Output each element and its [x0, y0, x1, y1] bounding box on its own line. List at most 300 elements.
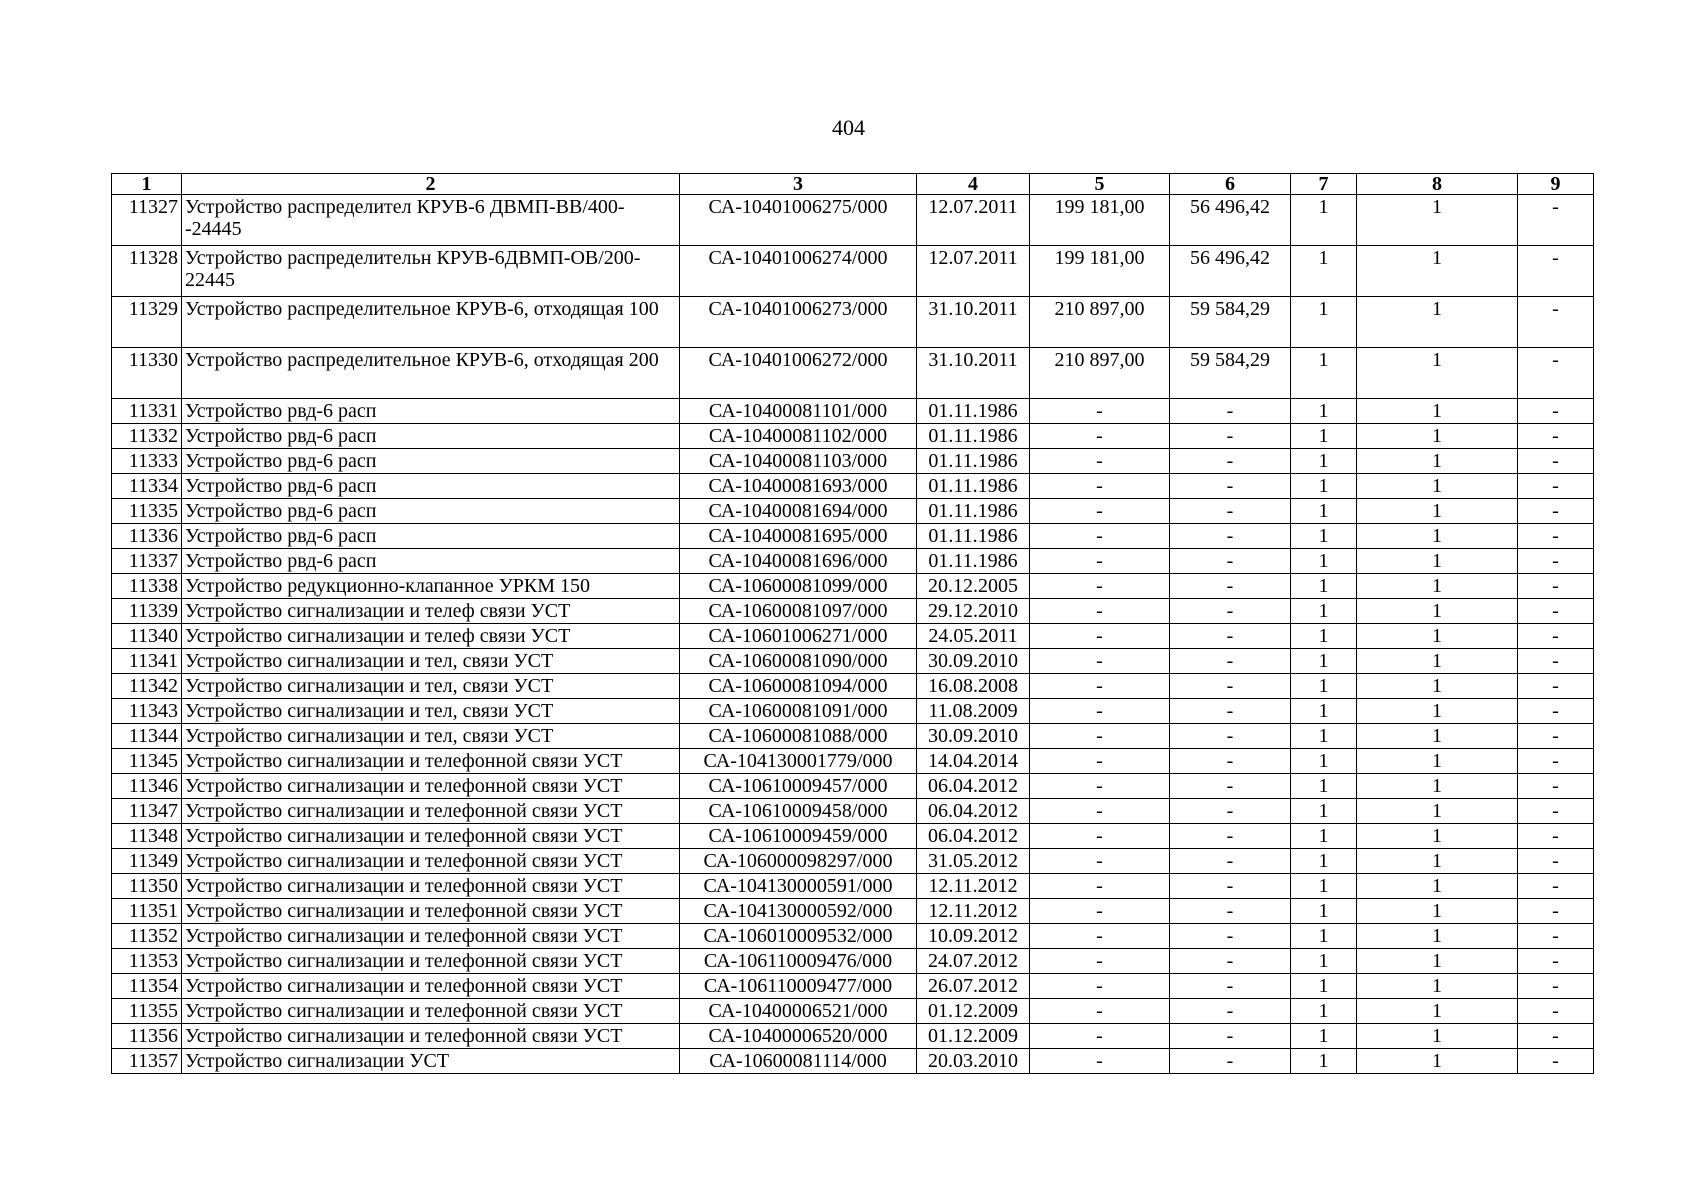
cell-col7: 1: [1291, 899, 1357, 924]
cell-col7: 1: [1291, 499, 1357, 524]
cell-number: 11331: [112, 399, 182, 424]
cell-name: Устройство сигнализации и тел, связи УСТ: [182, 699, 680, 724]
cell-col8: 1: [1357, 999, 1518, 1024]
table-row: [112, 424, 1594, 449]
cell-number: 11357: [112, 1049, 182, 1074]
cell-col9: -: [1518, 424, 1594, 449]
cell-number: 11356: [112, 1024, 182, 1049]
cell-number: 11346: [112, 774, 182, 799]
cell-col5: -: [1030, 1049, 1170, 1074]
cell-col9: -: [1518, 574, 1594, 599]
cell-col7: 1: [1291, 449, 1357, 474]
cell-date: 26.07.2012: [917, 974, 1030, 999]
cell-name: Устройство сигнализации и телефонной связи УСТ: [182, 1024, 680, 1049]
cell-name: Устройство сигнализации и телефонной связи УСТ: [182, 999, 680, 1024]
cell-inventory-code: СА-10400081694/000: [680, 499, 917, 524]
cell-col9: -: [1518, 949, 1594, 974]
cell-col5: -: [1030, 724, 1170, 749]
cell-date: 16.08.2008: [917, 674, 1030, 699]
cell-date: 20.03.2010: [917, 1049, 1030, 1074]
page-number: 404: [832, 115, 865, 140]
cell-inventory-code: СА-10610009459/000: [680, 824, 917, 849]
cell-name: Устройство сигнализации и телефонной связи УСТ: [182, 849, 680, 874]
cell-name: Устройство сигнализации и телефонной связи УСТ: [182, 824, 680, 849]
cell-col9: -: [1518, 1049, 1594, 1074]
cell-name: Устройство рвд-6 расп: [182, 524, 680, 549]
cell-number: 11329: [112, 297, 182, 348]
cell-col8: 1: [1357, 424, 1518, 449]
cell-col7: 1: [1291, 724, 1357, 749]
cell-col8: 1: [1357, 749, 1518, 774]
cell-date: 11.08.2009: [917, 699, 1030, 724]
cell-col9: -: [1518, 246, 1594, 297]
cell-inventory-code: СА-10400081695/000: [680, 524, 917, 549]
cell-col5: -: [1030, 424, 1170, 449]
cell-date: 31.10.2011: [917, 348, 1030, 399]
cell-inventory-code: СА-10600081097/000: [680, 599, 917, 624]
table-row: [112, 699, 1594, 724]
cell-col6: -: [1170, 899, 1291, 924]
column-header: 9: [1518, 174, 1594, 195]
cell-col5: -: [1030, 699, 1170, 724]
cell-name: Устройство сигнализации и телефонной связи УСТ: [182, 899, 680, 924]
cell-name: Устройство распределительное КРУВ-6, отходящая 100: [182, 297, 680, 348]
cell-name: Устройство сигнализации и телеф связи УСТ: [182, 599, 680, 624]
cell-col7: 1: [1291, 949, 1357, 974]
cell-col9: -: [1518, 999, 1594, 1024]
cell-col5: -: [1030, 749, 1170, 774]
cell-col5: -: [1030, 924, 1170, 949]
table-body: [112, 174, 1594, 1074]
cell-name: Устройство сигнализации и телефонной связи УСТ: [182, 874, 680, 899]
cell-col7: 1: [1291, 399, 1357, 424]
cell-col6: -: [1170, 974, 1291, 999]
cell-col8: 1: [1357, 874, 1518, 899]
cell-number: 11351: [112, 899, 182, 924]
cell-col6: -: [1170, 799, 1291, 824]
cell-name: Устройство редукционно-клапанное УРКМ 150: [182, 574, 680, 599]
cell-col5: -: [1030, 849, 1170, 874]
cell-col5: 210 897,00: [1030, 348, 1170, 399]
cell-col6: -: [1170, 874, 1291, 899]
cell-number: 11333: [112, 449, 182, 474]
cell-col6: -: [1170, 574, 1291, 599]
cell-inventory-code: СА-106110009476/000: [680, 949, 917, 974]
cell-date: 06.04.2012: [917, 824, 1030, 849]
cell-name: Устройство распределительн КРУВ-6ДВМП-ОВ/200-22445: [182, 246, 680, 297]
table-row: [112, 774, 1594, 799]
cell-number: 11348: [112, 824, 182, 849]
cell-inventory-code: СА-10401006273/000: [680, 297, 917, 348]
table-row: [112, 974, 1594, 999]
cell-col9: -: [1518, 674, 1594, 699]
cell-name: Устройство сигнализации и телефонной связи УСТ: [182, 749, 680, 774]
cell-col8: 1: [1357, 246, 1518, 297]
cell-number: 11343: [112, 699, 182, 724]
cell-col9: -: [1518, 599, 1594, 624]
cell-name: Устройство сигнализации и телефонной связи УСТ: [182, 924, 680, 949]
cell-number: 11340: [112, 624, 182, 649]
cell-inventory-code: СА-10400081693/000: [680, 474, 917, 499]
cell-col7: 1: [1291, 849, 1357, 874]
column-header: 1: [112, 174, 182, 195]
column-header: 5: [1030, 174, 1170, 195]
cell-col9: -: [1518, 1024, 1594, 1049]
cell-col7: 1: [1291, 474, 1357, 499]
cell-name: Устройство сигнализации и тел, связи УСТ: [182, 649, 680, 674]
cell-date: 20.12.2005: [917, 574, 1030, 599]
cell-col9: -: [1518, 974, 1594, 999]
cell-col7: 1: [1291, 649, 1357, 674]
cell-date: 30.09.2010: [917, 649, 1030, 674]
cell-col7: 1: [1291, 749, 1357, 774]
cell-col8: 1: [1357, 524, 1518, 549]
cell-col5: -: [1030, 974, 1170, 999]
cell-date: 06.04.2012: [917, 774, 1030, 799]
cell-col8: 1: [1357, 297, 1518, 348]
table-row: [112, 574, 1594, 599]
table-row: [112, 399, 1594, 424]
table-row: [112, 749, 1594, 774]
cell-col7: 1: [1291, 974, 1357, 999]
cell-col5: -: [1030, 999, 1170, 1024]
cell-col5: -: [1030, 524, 1170, 549]
cell-col9: -: [1518, 799, 1594, 824]
cell-col9: -: [1518, 499, 1594, 524]
cell-col8: 1: [1357, 899, 1518, 924]
cell-col6: -: [1170, 824, 1291, 849]
cell-inventory-code: СА-10601006271/000: [680, 624, 917, 649]
cell-col6: 59 584,29: [1170, 297, 1291, 348]
cell-col9: -: [1518, 924, 1594, 949]
table-row: [112, 624, 1594, 649]
cell-number: 11342: [112, 674, 182, 699]
cell-date: 10.09.2012: [917, 924, 1030, 949]
cell-col6: -: [1170, 1049, 1291, 1074]
cell-col8: 1: [1357, 399, 1518, 424]
cell-number: 11341: [112, 649, 182, 674]
cell-date: 01.11.1986: [917, 549, 1030, 574]
cell-name: Устройство рвд-6 расп: [182, 499, 680, 524]
cell-col8: 1: [1357, 824, 1518, 849]
cell-col5: -: [1030, 449, 1170, 474]
cell-number: 11355: [112, 999, 182, 1024]
cell-col5: 210 897,00: [1030, 297, 1170, 348]
cell-inventory-code: СА-10401006272/000: [680, 348, 917, 399]
cell-col9: -: [1518, 824, 1594, 849]
cell-date: 29.12.2010: [917, 599, 1030, 624]
cell-col8: 1: [1357, 1049, 1518, 1074]
cell-inventory-code: СА-10401006274/000: [680, 246, 917, 297]
column-header: 8: [1357, 174, 1518, 195]
cell-date: 01.12.2009: [917, 1024, 1030, 1049]
cell-col6: 56 496,42: [1170, 195, 1291, 246]
cell-col8: 1: [1357, 699, 1518, 724]
cell-col9: -: [1518, 649, 1594, 674]
cell-col8: 1: [1357, 348, 1518, 399]
cell-col7: 1: [1291, 549, 1357, 574]
cell-name: Устройство рвд-6 расп: [182, 549, 680, 574]
cell-col9: -: [1518, 624, 1594, 649]
cell-date: 12.07.2011: [917, 195, 1030, 246]
cell-inventory-code: СА-10400081102/000: [680, 424, 917, 449]
cell-name: Устройство сигнализации и телефонной связи УСТ: [182, 799, 680, 824]
cell-col6: 56 496,42: [1170, 246, 1291, 297]
cell-name: Устройство сигнализации и телефонной связи УСТ: [182, 949, 680, 974]
cell-inventory-code: СА-10600081091/000: [680, 699, 917, 724]
cell-col6: -: [1170, 524, 1291, 549]
table-row: [112, 524, 1594, 549]
cell-inventory-code: СА-104130000591/000: [680, 874, 917, 899]
cell-name: Устройство сигнализации УСТ: [182, 1049, 680, 1074]
table-row: [112, 1049, 1594, 1074]
table-row: [112, 849, 1594, 874]
cell-number: 11327: [112, 195, 182, 246]
cell-date: 14.04.2014: [917, 749, 1030, 774]
column-header: 7: [1291, 174, 1357, 195]
cell-col6: -: [1170, 674, 1291, 699]
table-row: [112, 549, 1594, 574]
cell-col6: -: [1170, 449, 1291, 474]
table-row: [112, 599, 1594, 624]
cell-date: 24.05.2011: [917, 624, 1030, 649]
table-row: [112, 924, 1594, 949]
cell-col9: -: [1518, 724, 1594, 749]
cell-inventory-code: СА-10610009457/000: [680, 774, 917, 799]
cell-col5: -: [1030, 399, 1170, 424]
cell-col5: -: [1030, 624, 1170, 649]
table-row: [112, 999, 1594, 1024]
cell-name: Устройство рвд-6 расп: [182, 449, 680, 474]
cell-date: 30.09.2010: [917, 724, 1030, 749]
cell-name: Устройство сигнализации и телеф связи УСТ: [182, 624, 680, 649]
cell-inventory-code: СА-10600081114/000: [680, 1049, 917, 1074]
cell-col7: 1: [1291, 924, 1357, 949]
cell-col9: -: [1518, 874, 1594, 899]
cell-name: Устройство сигнализации и телефонной связи УСТ: [182, 774, 680, 799]
cell-col6: -: [1170, 749, 1291, 774]
cell-number: 11345: [112, 749, 182, 774]
cell-col8: 1: [1357, 624, 1518, 649]
cell-number: 11350: [112, 874, 182, 899]
cell-col5: -: [1030, 499, 1170, 524]
cell-date: 24.07.2012: [917, 949, 1030, 974]
table-row: [112, 949, 1594, 974]
cell-number: 11339: [112, 599, 182, 624]
cell-inventory-code: СА-10600081088/000: [680, 724, 917, 749]
cell-col7: 1: [1291, 524, 1357, 549]
cell-col5: -: [1030, 674, 1170, 699]
cell-number: 11336: [112, 524, 182, 549]
cell-col8: 1: [1357, 974, 1518, 999]
cell-date: 01.11.1986: [917, 424, 1030, 449]
cell-number: 11332: [112, 424, 182, 449]
cell-col8: 1: [1357, 499, 1518, 524]
cell-col9: -: [1518, 699, 1594, 724]
cell-inventory-code: СА-10600081090/000: [680, 649, 917, 674]
cell-name: Устройство сигнализации и тел, связи УСТ: [182, 674, 680, 699]
cell-number: 11330: [112, 348, 182, 399]
cell-col9: -: [1518, 774, 1594, 799]
cell-col5: 199 181,00: [1030, 246, 1170, 297]
cell-col7: 1: [1291, 348, 1357, 399]
registry-table: [111, 173, 1594, 1074]
cell-col5: -: [1030, 799, 1170, 824]
cell-date: 01.11.1986: [917, 449, 1030, 474]
cell-col6: -: [1170, 849, 1291, 874]
cell-number: 11352: [112, 924, 182, 949]
cell-col5: -: [1030, 549, 1170, 574]
cell-col7: 1: [1291, 674, 1357, 699]
cell-name: Устройство сигнализации и телефонной связи УСТ: [182, 974, 680, 999]
cell-col5: -: [1030, 599, 1170, 624]
cell-inventory-code: СА-106110009477/000: [680, 974, 917, 999]
cell-col7: 1: [1291, 999, 1357, 1024]
cell-col7: 1: [1291, 699, 1357, 724]
cell-col9: -: [1518, 348, 1594, 399]
cell-col5: -: [1030, 649, 1170, 674]
cell-date: 31.10.2011: [917, 297, 1030, 348]
cell-col9: -: [1518, 524, 1594, 549]
cell-col8: 1: [1357, 449, 1518, 474]
cell-date: 01.11.1986: [917, 474, 1030, 499]
column-header: 3: [680, 174, 917, 195]
table-row: [112, 1024, 1594, 1049]
cell-col7: 1: [1291, 824, 1357, 849]
cell-name: Устройство распределител КРУВ-6 ДВМП-ВВ/400--24445: [182, 195, 680, 246]
cell-col8: 1: [1357, 774, 1518, 799]
cell-col9: -: [1518, 749, 1594, 774]
cell-col5: 199 181,00: [1030, 195, 1170, 246]
cell-date: 01.11.1986: [917, 399, 1030, 424]
cell-col7: 1: [1291, 1024, 1357, 1049]
cell-col8: 1: [1357, 724, 1518, 749]
cell-col6: -: [1170, 724, 1291, 749]
cell-col9: -: [1518, 899, 1594, 924]
cell-col7: 1: [1291, 574, 1357, 599]
cell-col9: -: [1518, 195, 1594, 246]
cell-col6: -: [1170, 1024, 1291, 1049]
cell-col6: -: [1170, 474, 1291, 499]
cell-col8: 1: [1357, 599, 1518, 624]
cell-date: 06.04.2012: [917, 799, 1030, 824]
table-row: [112, 499, 1594, 524]
cell-col8: 1: [1357, 849, 1518, 874]
cell-col6: -: [1170, 774, 1291, 799]
cell-number: 11335: [112, 499, 182, 524]
cell-col5: -: [1030, 949, 1170, 974]
cell-col8: 1: [1357, 474, 1518, 499]
table-row: [112, 195, 1594, 246]
cell-number: 11349: [112, 849, 182, 874]
cell-date: 01.11.1986: [917, 499, 1030, 524]
cell-col5: -: [1030, 899, 1170, 924]
cell-number: 11347: [112, 799, 182, 824]
cell-col8: 1: [1357, 195, 1518, 246]
cell-col9: -: [1518, 549, 1594, 574]
cell-col7: 1: [1291, 424, 1357, 449]
cell-col7: 1: [1291, 246, 1357, 297]
cell-name: Устройство рвд-6 расп: [182, 399, 680, 424]
cell-inventory-code: СА-10610009458/000: [680, 799, 917, 824]
cell-col5: -: [1030, 574, 1170, 599]
column-header: 2: [182, 174, 680, 195]
table-row: [112, 297, 1594, 348]
cell-col8: 1: [1357, 949, 1518, 974]
header-row: [112, 174, 1594, 195]
cell-col7: 1: [1291, 599, 1357, 624]
cell-inventory-code: СА-104130001779/000: [680, 749, 917, 774]
cell-col7: 1: [1291, 624, 1357, 649]
cell-col5: -: [1030, 1024, 1170, 1049]
cell-col6: -: [1170, 949, 1291, 974]
cell-name: Устройство распределительное КРУВ-6, отходящая 200: [182, 348, 680, 399]
cell-date: 01.11.1986: [917, 524, 1030, 549]
cell-number: 11344: [112, 724, 182, 749]
cell-col6: -: [1170, 599, 1291, 624]
cell-col5: -: [1030, 474, 1170, 499]
table-row: [112, 799, 1594, 824]
table-row: [112, 246, 1594, 297]
cell-date: 12.11.2012: [917, 874, 1030, 899]
cell-date: 01.12.2009: [917, 999, 1030, 1024]
cell-col5: -: [1030, 874, 1170, 899]
cell-col6: -: [1170, 924, 1291, 949]
cell-col6: -: [1170, 499, 1291, 524]
cell-col5: -: [1030, 824, 1170, 849]
cell-col9: -: [1518, 449, 1594, 474]
cell-inventory-code: СА-10400081103/000: [680, 449, 917, 474]
cell-col7: 1: [1291, 799, 1357, 824]
cell-col7: 1: [1291, 774, 1357, 799]
cell-col6: -: [1170, 424, 1291, 449]
table-row: [112, 899, 1594, 924]
cell-number: 11328: [112, 246, 182, 297]
cell-inventory-code: СА-10600081094/000: [680, 674, 917, 699]
cell-col7: 1: [1291, 297, 1357, 348]
cell-col6: -: [1170, 699, 1291, 724]
cell-col9: -: [1518, 399, 1594, 424]
cell-number: 11338: [112, 574, 182, 599]
cell-col9: -: [1518, 297, 1594, 348]
cell-col7: 1: [1291, 195, 1357, 246]
cell-col5: -: [1030, 774, 1170, 799]
cell-col8: 1: [1357, 674, 1518, 699]
cell-inventory-code: СА-10600081099/000: [680, 574, 917, 599]
table-row: [112, 449, 1594, 474]
cell-col8: 1: [1357, 1024, 1518, 1049]
cell-col8: 1: [1357, 574, 1518, 599]
cell-col8: 1: [1357, 799, 1518, 824]
cell-number: 11354: [112, 974, 182, 999]
cell-number: 11337: [112, 549, 182, 574]
cell-name: Устройство рвд-6 расп: [182, 424, 680, 449]
cell-col8: 1: [1357, 924, 1518, 949]
cell-inventory-code: СА-10401006275/000: [680, 195, 917, 246]
cell-col8: 1: [1357, 549, 1518, 574]
cell-name: Устройство сигнализации и тел, связи УСТ: [182, 724, 680, 749]
cell-col6: -: [1170, 549, 1291, 574]
table-row: [112, 474, 1594, 499]
cell-col9: -: [1518, 474, 1594, 499]
cell-inventory-code: СА-106000098297/000: [680, 849, 917, 874]
cell-col9: -: [1518, 849, 1594, 874]
table-row: [112, 824, 1594, 849]
cell-col7: 1: [1291, 1049, 1357, 1074]
cell-col6: 59 584,29: [1170, 348, 1291, 399]
cell-number: 11353: [112, 949, 182, 974]
cell-col8: 1: [1357, 649, 1518, 674]
